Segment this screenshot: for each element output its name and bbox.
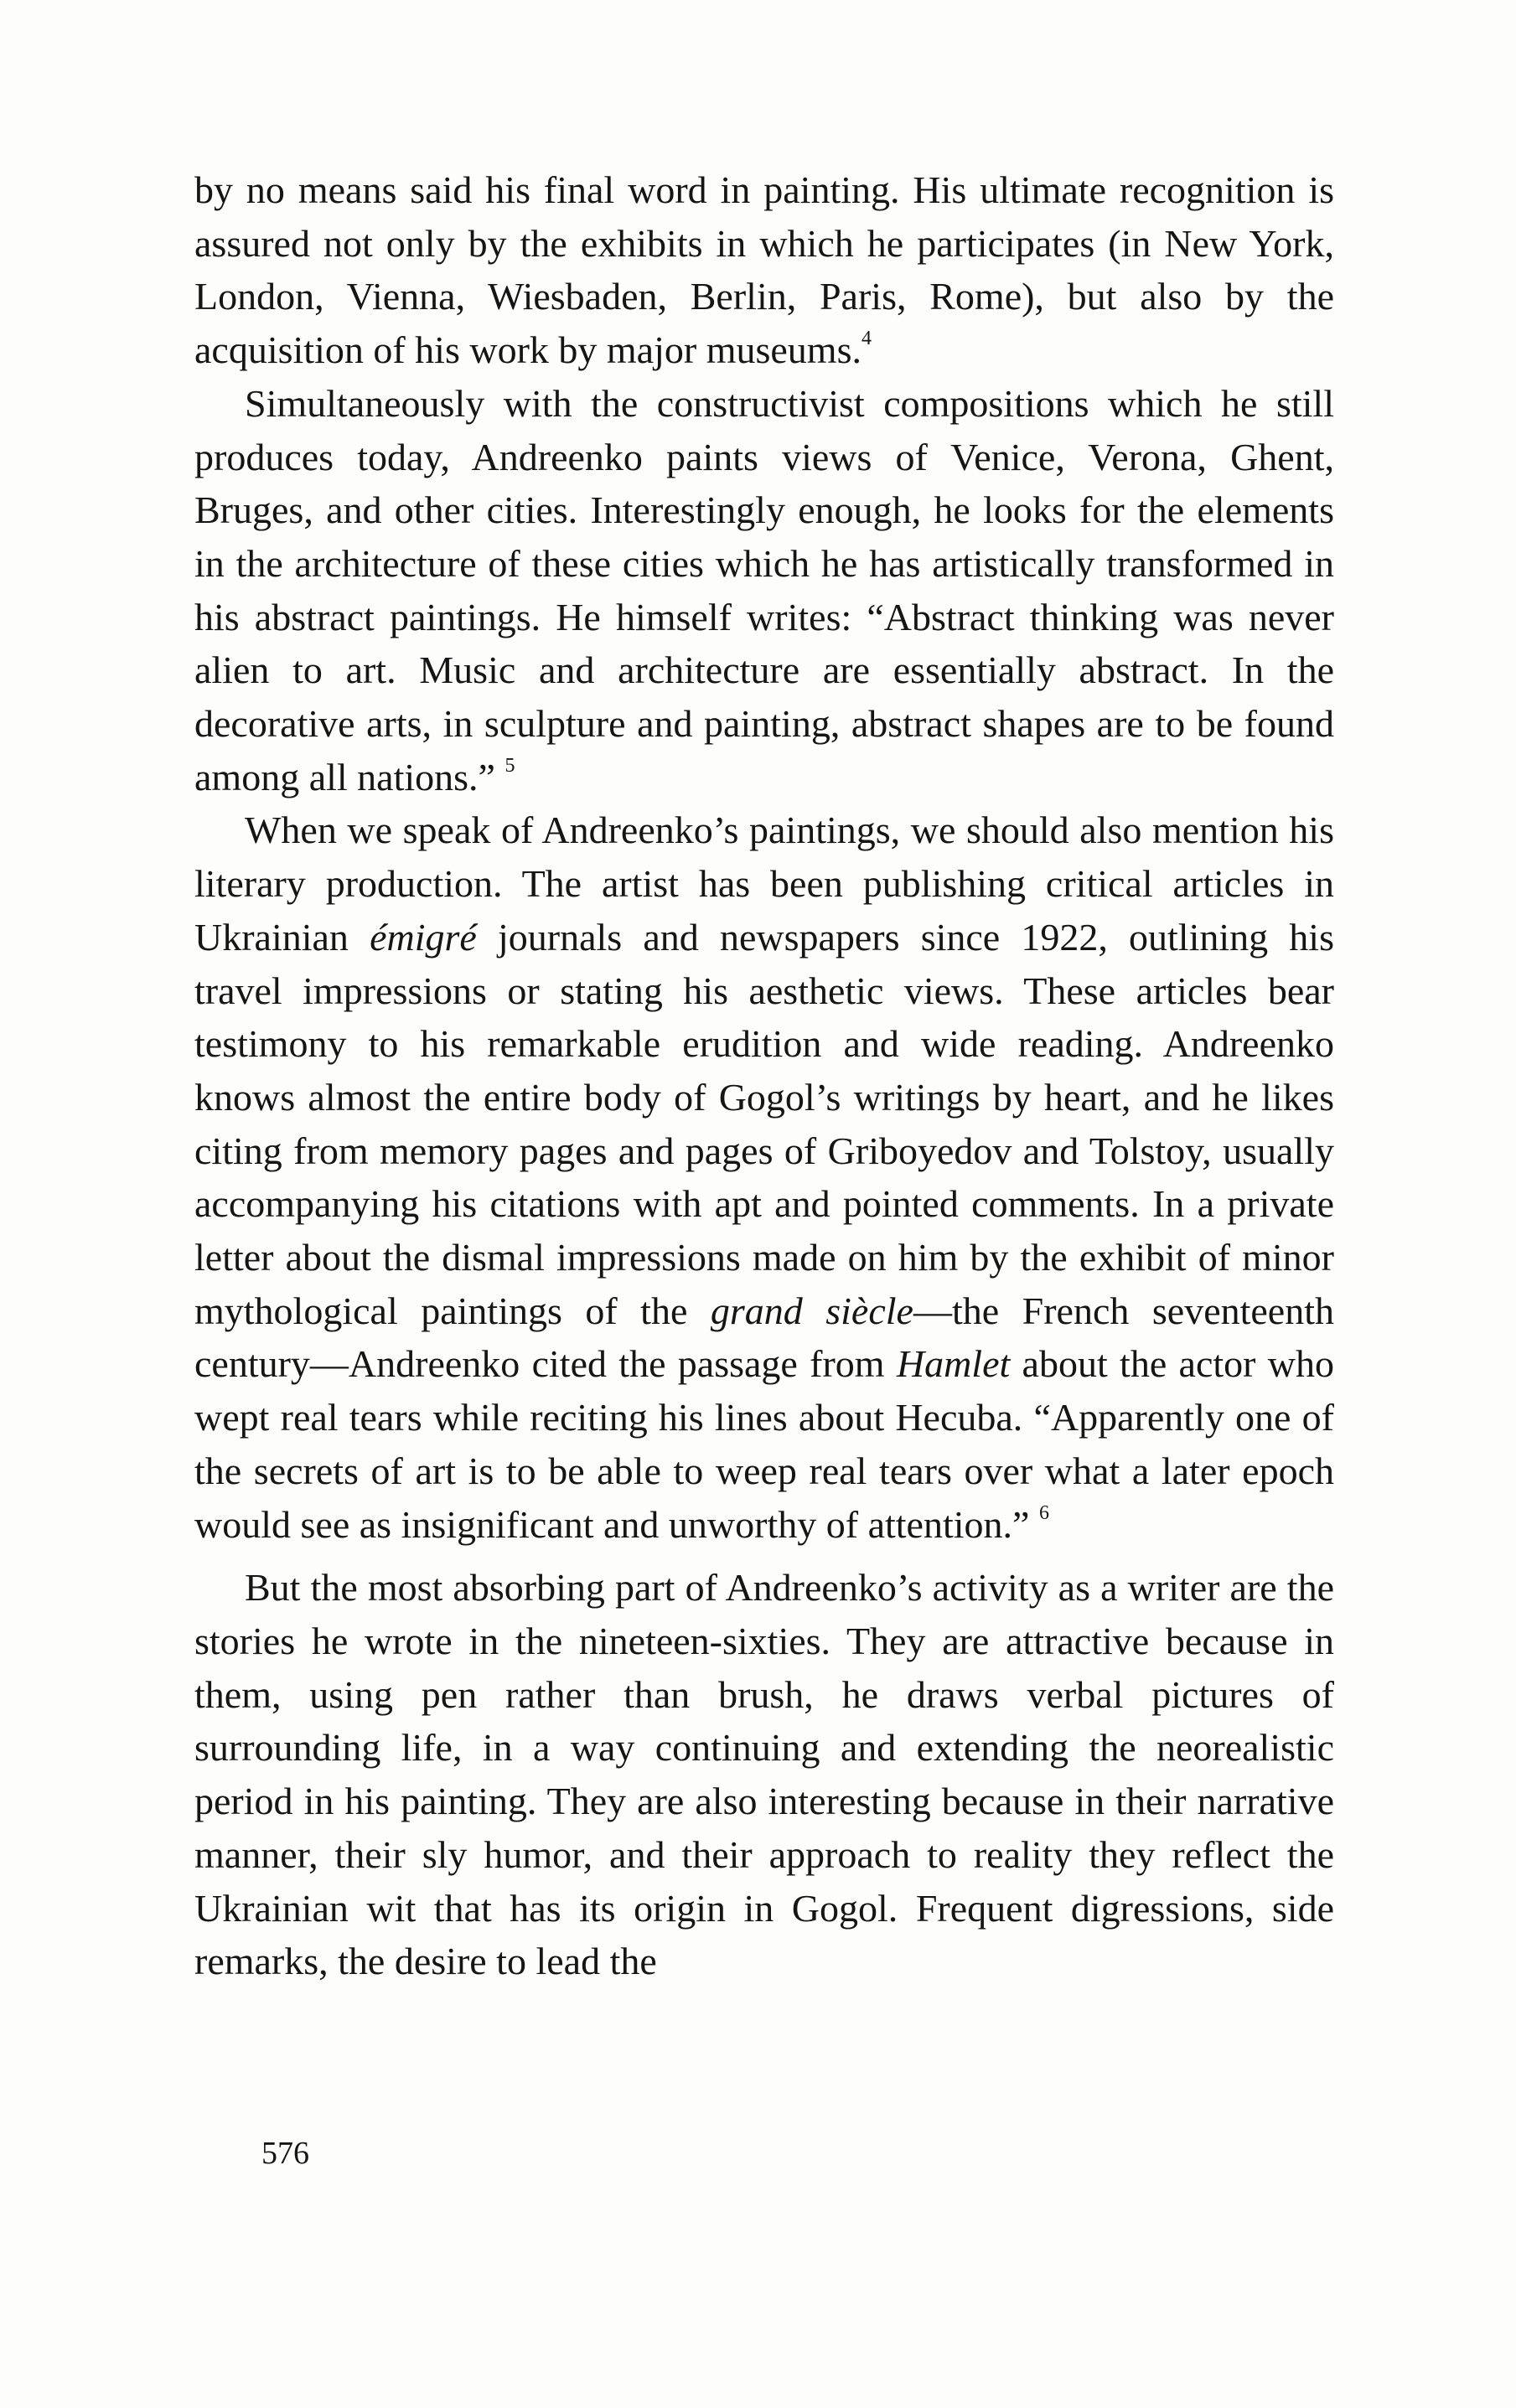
paragraph-text: —the French seventeenth century—Andreenko cited the passage from xyxy=(194,1289,1334,1386)
paragraph-text: journals and newspapers since 1922, outlining his travel impressions or stating his aesthetic views. These articles bear testimony to his remarkable erudition and wide reading. Andreenko knows almost the entire body of Gogol’s writings by heart, and he likes citing from memory pages and pages of Griboyedov and Tolstoy, usually accompanying his citations with apt and pointed comments. In a private letter about the dismal impressions made on him by the exhibit of minor mythological paintings of the xyxy=(194,915,1334,1332)
paragraph-2 xyxy=(194,377,1334,804)
paragraph-1 xyxy=(194,163,1334,377)
paragraph-text: Simultaneously with the constructivist compositions which he still produces today, Andreenko paints views of Venice, Verona, Ghent, Bruges, and other cities. Interestingly enough, he looks for the elements in the architecture of these cities which he has artistically transformed in his abstract paintings. He himself writes: “Abstract thinking was never alien to art. Music and architecture are essentially abstract. In the decorative arts, in sculpture and painting, abstract shapes are to be found among all nations.” xyxy=(194,381,1334,798)
italic-hamlet: Hamlet xyxy=(896,1342,1011,1386)
italic-grand-siecle: grand siècle xyxy=(710,1289,913,1332)
italic-emigre: émigré xyxy=(370,915,477,959)
footnote-marker: 6 xyxy=(1038,1501,1049,1524)
paragraph-text: When we speak of Andreenko’s paintings, we should also mention his literary production. The artist has been publishing critical articles in Ukrainian xyxy=(194,809,1334,959)
paragraph-text: about the actor who wept real tears while reciting his lines about Hecuba. “Apparently one of the secrets of art is to be able to weep real tears over what a later epoch would see as insignificant and unworthy of attention.” xyxy=(194,1342,1334,1546)
page-number: 576 xyxy=(261,2136,309,2171)
body-text xyxy=(194,163,1334,1988)
paragraph-text: by no means said his final word in painting. His ultimate recognition is assured not only by the exhibits in which he participates (in New York, London, Vienna, Wiesbaden, Berlin, Paris, Rome), but also by the acquisition of his work by major museums. xyxy=(194,168,1334,372)
paragraph-3 xyxy=(194,804,1334,1551)
footnote-marker: 4 xyxy=(861,328,872,350)
footnote-marker: 5 xyxy=(504,754,515,777)
paragraph-text: But the most absorbing part of Andreenko’s activity as a writer are the stories he wrote in the nineteen-sixties. They are attractive because in them, using pen rather than brush, he draws verbal pictures of surrounding life, in a way continuing and extending the neorealistic period in his painting. They are also interesting because in their narrative manner, their sly humor, and their approach to reality they reflect the Ukrainian wit that has its origin in Gogol. Frequent digressions, side remarks, the desire to lead the xyxy=(194,1566,1334,1983)
paragraph-4 xyxy=(194,1561,1334,1988)
